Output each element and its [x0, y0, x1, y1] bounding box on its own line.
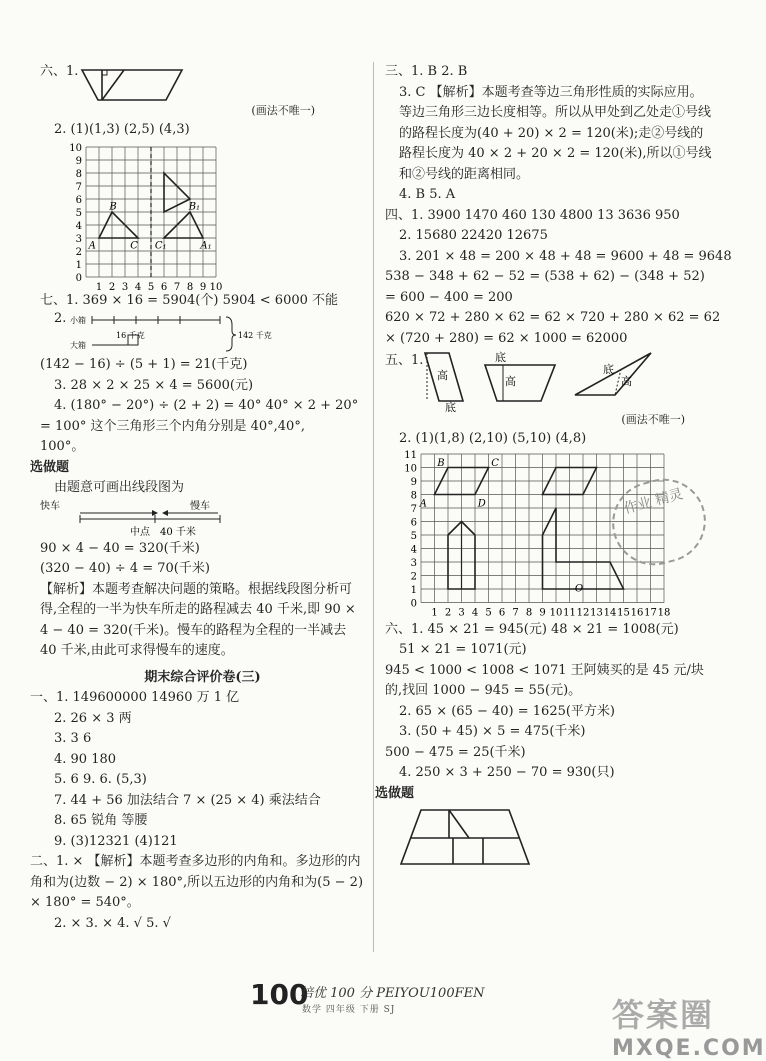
xz-analysis: 【解析】本题考查解决问题的策略。根据线段图分析可得,全程的一半为快车所走的路程减去 40 千米,即 90 × 4 − 40 = 320(千米)。慢车的路程为全程的一半减去 40 千米,由此可求得慢车的速度。 [40, 581, 356, 658]
s6: 7. 44 + 56 加法结合 7 × (25 × 4) 乘法结合 [54, 792, 321, 808]
big-box-label: 大箱 [70, 341, 86, 350]
r19: 4. 250 × 3 + 250 − 70 = 930(只) [399, 765, 615, 780]
grid2-xtick: 14 [603, 607, 617, 618]
grid1-xtick: 2 [108, 281, 116, 293]
point-a2-label: A [419, 498, 427, 510]
tangram-figure [385, 804, 715, 864]
q7-4-line3: 100°。 [40, 439, 85, 454]
grid2-xtick: 4 [471, 607, 479, 618]
q6-1-label: 六、1. [40, 64, 79, 79]
point-c2-label: C [491, 457, 499, 469]
grid2-ytick: 1 [410, 584, 417, 596]
segment-diagram-svg [40, 499, 240, 539]
s9: 二、1. × 【解析】本题考查多边形的内角和。多边形的内角和为(边数 − 2) × 180°,所以五边形的内角和为(5 − 2) × 180° = 540°。 [30, 854, 364, 910]
r17: 3. (50 + 45) × 5 = 475(千米) [399, 724, 586, 739]
book-info: 数学 四年级 下册 SJ [302, 1005, 396, 1015]
point-a-label: A [88, 239, 96, 251]
optional-heading-right: 选做题 [375, 785, 415, 801]
r10: × (720 + 280) = 62 × 1000 = 62000 [385, 330, 628, 346]
grid1-ytick: 5 [75, 207, 82, 219]
r1: 三、1. B 2. B [385, 64, 468, 79]
grid1-xtick: 3 [121, 281, 129, 293]
diff-label: 16 千克 [116, 331, 145, 340]
grid1-svg [40, 141, 240, 291]
grid2-ytick: 5 [410, 530, 417, 542]
base-label-2: 底 [495, 351, 506, 364]
xz-step2: (320 − 40) ÷ 4 = 70(千米) [40, 561, 210, 576]
grid1-xtick: 7 [173, 281, 181, 293]
tangram-svg [399, 808, 539, 868]
grid1-xtick: 6 [160, 281, 168, 293]
s10: 2. × 3. × 4. √ 5. √ [54, 915, 171, 931]
grid1-ytick: 1 [75, 259, 82, 271]
grid2-ytick: 7 [410, 503, 417, 515]
base-label-1: 底 [445, 401, 456, 414]
point-o-label: O [574, 583, 584, 595]
left-column [30, 62, 365, 934]
grid2-xtick: 2 [444, 607, 452, 618]
coordinate-grid-1 [40, 141, 365, 291]
q7-4-line1: 4. (180° − 20°) ÷ (2 + 2) = 40° 40° × 2 + 20° [54, 398, 359, 413]
grid1-ytick: 3 [75, 233, 82, 245]
grid2-ytick: 6 [410, 517, 417, 528]
test3-title: 期末综合评价卷(三) [144, 669, 261, 685]
base-label-3: 底 [603, 363, 614, 376]
right-column [375, 62, 732, 864]
column-divider [373, 62, 374, 952]
grid2-ytick: 4 [410, 544, 417, 555]
point-b1-label: B₁ [188, 200, 201, 212]
grid2-xtick: 10 [549, 607, 563, 618]
grid2-ytick: 0 [410, 598, 417, 609]
point-a1-label: A₁ [200, 239, 212, 251]
optional-heading-left: 选做题 [30, 459, 70, 475]
grid2-xtick: 11 [563, 607, 576, 618]
point-c-label: C [130, 239, 138, 251]
q6-2-answer: 2. (1)(1,3) (2,5) (4,3) [54, 122, 190, 137]
q7-2-row [40, 311, 365, 355]
site-watermark [612, 990, 766, 1061]
grid2-xtick: 13 [590, 607, 603, 618]
grid1-ytick: 7 [75, 181, 82, 193]
q7-4-line2: = 100° 这个三角形三个内角分别是 40°,40°, [40, 418, 305, 434]
midpoint-label: 中点 [130, 526, 150, 538]
grid2-ytick: 2 [410, 571, 417, 582]
grid1-ytick: 0 [75, 272, 82, 284]
slow-car-label: 慢车 [190, 500, 210, 512]
grid2-xtick: 12 [576, 607, 590, 618]
grid1-ytick: 8 [75, 168, 82, 180]
grid2-xtick: 8 [525, 607, 533, 618]
height-label-1: 高 [437, 369, 448, 382]
q5-1-row [385, 349, 715, 414]
page-footer [250, 978, 510, 1018]
xz-intro: 由题意可画出线段图为 [54, 480, 185, 495]
grid2-xtick: 16 [630, 607, 644, 618]
r11-label: 五、1. [385, 353, 424, 368]
r15: 945 < 1000 < 1008 < 1071 王阿姨买的是 45 元/块的,找回 1000 − 945 = 55(元)。 [385, 662, 704, 698]
page-number: 100 [250, 978, 309, 1011]
r9: 620 × 72 + 280 × 62 = 62 × 720 + 280 × 62 = 62 [385, 310, 721, 325]
grid1-xtick: 9 [199, 281, 207, 293]
grid2-xtick: 7 [512, 607, 519, 618]
r11-note: (画法不唯一) [621, 413, 685, 426]
grid2-xtick: 1 [431, 607, 438, 618]
r12: 2. (1)(1,8) (2,10) (5,10) (4,8) [399, 431, 587, 446]
grid2-xtick: 3 [458, 607, 465, 618]
distance-label: 40 千米 [160, 526, 196, 538]
watermark-line1: 答案圈 [612, 996, 715, 1034]
q7-2-answer: (142 − 16) ÷ (5 + 1) = 21(千克) [40, 357, 248, 372]
r5: 2. 15680 22420 12675 [399, 228, 548, 243]
point-d2-label: D [477, 498, 486, 510]
r2: 3. C 【解析】本题考查等边三角形性质的实际应用。等边三角形三边长度相等。所以从甲处到乙处走①号线的路程长度为(40 + 20) × 2 = 120(米);走②号线的路程长度为 40 × 2 + 20 × 2 = 120(米),所以①号线和②号线的距离相同。 [399, 84, 712, 182]
grid2-xtick: 18 [657, 607, 671, 618]
grid1-ytick: 6 [75, 194, 82, 206]
s3: 3. 3 6 [54, 731, 92, 746]
point-c1-label: C₁ [154, 239, 167, 251]
shapes-figure [415, 349, 705, 414]
fast-car-label: 快车 [40, 500, 60, 512]
grid2-ytick: 3 [410, 557, 417, 569]
grid2-ytick: 8 [410, 490, 417, 501]
grid2-ytick: 10 [404, 463, 417, 474]
small-box-label: 小箱 [70, 316, 86, 325]
r8: = 600 − 400 = 200 [385, 289, 513, 305]
grid1-xtick: 10 [209, 281, 223, 293]
s5: 5. 6 9. 6. (5,3) [54, 772, 147, 787]
brand-title: 培优 100 分 PEIYOU100FEN [300, 986, 485, 1001]
q7-1-answer: 七、1. 369 × 16 = 5904(个) 5904 < 6000 不能 [40, 292, 339, 308]
stamp-text: 作业 精灵 [622, 486, 685, 518]
r18: 500 − 475 = 25(千米) [385, 744, 526, 760]
grid2-xtick: 17 [644, 607, 657, 618]
s1: 一、1. 149600000 14960 万 1 亿 [30, 690, 240, 705]
watermark-line2: MXQE.COM [612, 1036, 766, 1061]
q7-2-label: 2. [54, 311, 67, 326]
grid1-xtick: 8 [186, 281, 194, 293]
height-label-2: 高 [505, 375, 516, 388]
grid1-xtick: 5 [147, 281, 155, 293]
r7: 538 − 348 + 62 − 52 = (538 + 62) − (348 + 52) [385, 269, 705, 284]
grid2-xtick: 5 [485, 607, 492, 618]
grid1-ytick: 9 [75, 155, 82, 167]
r13: 六、1. 45 × 21 = 945(元) 48 × 21 = 1008(元) [385, 621, 679, 637]
r4: 四、1. 3900 1470 460 130 4800 13 3636 950 [385, 207, 680, 223]
grid1-ytick: 2 [75, 246, 82, 258]
point-b2-label: B [437, 457, 445, 469]
height-label-3: 高 [621, 375, 632, 388]
s8: 9. (3)12321 (4)121 [54, 833, 178, 849]
grid2-ytick: 11 [404, 449, 417, 461]
grid1-ytick: 4 [75, 220, 82, 232]
grid1-xtick: 1 [95, 281, 103, 293]
q7-3-answer: 3. 28 × 2 × 25 × 4 = 5600(元) [54, 377, 254, 393]
r14: 51 × 21 = 1071(元) [399, 642, 527, 657]
point-b-label: B [109, 200, 117, 212]
total-label: 142 千克 [238, 331, 272, 340]
q6-1-note: (画法不唯一) [251, 104, 315, 117]
s7: 8. 65 锐角 等腰 [54, 813, 148, 828]
s2: 2. 26 × 3 两 [54, 710, 132, 726]
s4: 4. 90 180 [54, 751, 117, 767]
trapezoid-figure [80, 64, 200, 104]
grid2-ytick: 9 [410, 476, 417, 488]
q6-1-row [40, 62, 365, 102]
box-weight-diagram [70, 311, 280, 355]
grid2-xtick: 15 [617, 607, 630, 618]
grid1-ytick: 10 [69, 142, 82, 154]
xz-step1: 90 × 4 − 40 = 320(千米) [40, 540, 200, 556]
grid2-xtick: 6 [498, 607, 506, 618]
r6: 3. 201 × 48 = 200 × 48 + 48 = 9600 + 48 = 9648 [399, 248, 732, 264]
grid2-xtick: 9 [539, 607, 546, 618]
r16: 2. 65 × (65 − 40) = 1625(平方米) [399, 703, 616, 719]
segment-diagram [40, 499, 365, 539]
grid1-xtick: 4 [134, 281, 142, 293]
r3: 4. B 5. A [399, 187, 456, 202]
